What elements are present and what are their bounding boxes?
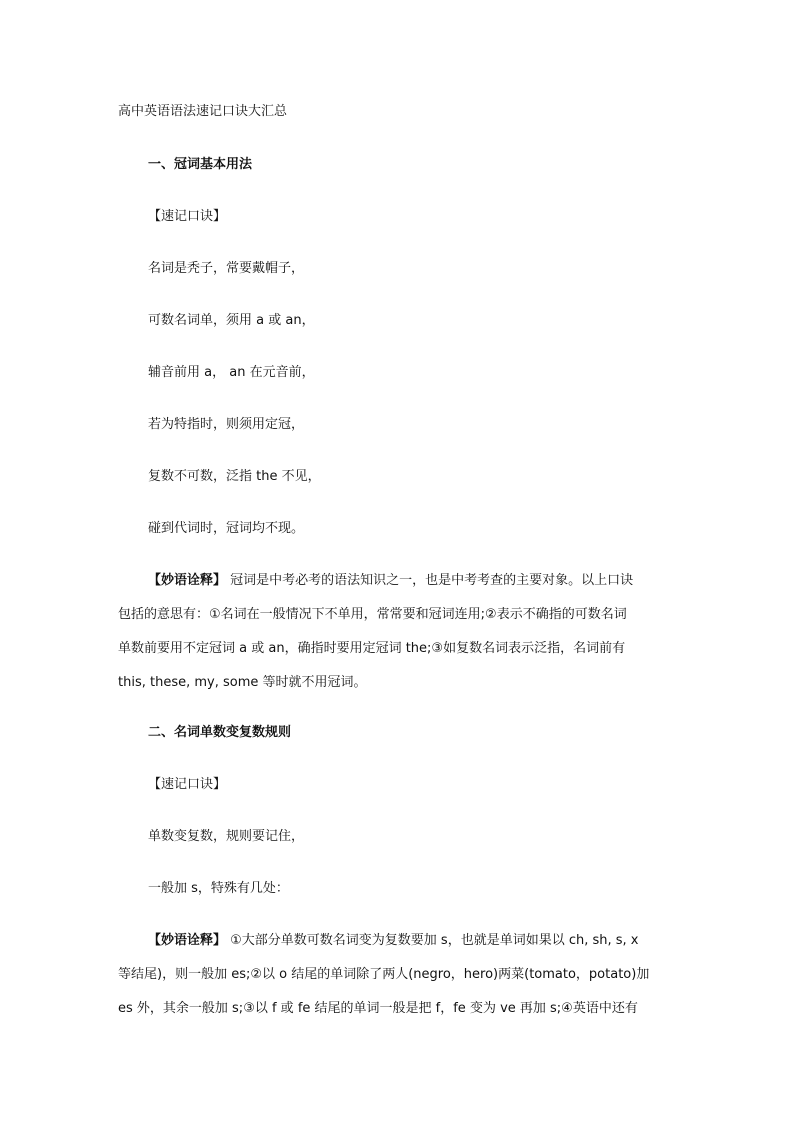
mnemonic-label: 【速记口诀】 (148, 209, 227, 224)
verse-line: 复数不可数，泛指 the 不见， (148, 469, 321, 484)
verse-line: 单数变复数，规则要记住， (148, 829, 305, 844)
verse-line: 名词是秃子，常要戴帽子， (148, 261, 305, 276)
explanation-line: 包括的意思有：①名词在一般情况下不单用，常常要和冠词连用;②表示不确指的可数名词 (118, 607, 627, 622)
explain-label: 【妙语诠释】 (148, 573, 227, 588)
document-title: 高中英语语法速记口诀大汇总 (118, 104, 288, 119)
explain-text: ①大部分单数可数名词变为复数要加 s，也就是单词如果以 ch, sh, s, x (226, 933, 639, 948)
explanation-line: this, these, my, some 等时就不用冠词。 (118, 675, 367, 690)
explanation-line: es 外，其余一般加 s;③以 f 或 fe 结尾的单词一般是把 f，fe 变为 ve 再加 s;④英语中还有 (118, 1001, 638, 1016)
section-heading-plurals: 二、名词单数变复数规则 (148, 725, 292, 740)
explain-text: 冠词是中考必考的语法知识之一，也是中考考查的主要对象。以上口诀 (226, 573, 634, 588)
explanation-first-line (148, 933, 639, 949)
verse-line: 若为特指时，则须用定冠， (148, 417, 305, 432)
verse-line: 一般加 s，特殊有几处： (148, 881, 289, 896)
section-heading-articles: 一、冠词基本用法 (148, 157, 253, 172)
mnemonic-label: 【速记口诀】 (148, 777, 227, 792)
verse-line: 可数名词单，须用 a 或 an， (148, 313, 315, 328)
explanation-line: 等结尾)，则一般加 es;②以 o 结尾的单词除了两人(negro，hero)两菜(tomato，potato)加 (118, 967, 650, 982)
explain-label: 【妙语诠释】 (148, 933, 227, 948)
verse-line: 碰到代词时，冠词均不现。 (148, 521, 305, 536)
verse-line: 辅音前用 a， an 在元音前， (148, 365, 315, 380)
explanation-first-line (148, 573, 633, 589)
explanation-line: 单数前要用不定冠词 a 或 an，确指时要用定冠词 the;③如复数名词表示泛指，名词前有 (118, 641, 626, 656)
